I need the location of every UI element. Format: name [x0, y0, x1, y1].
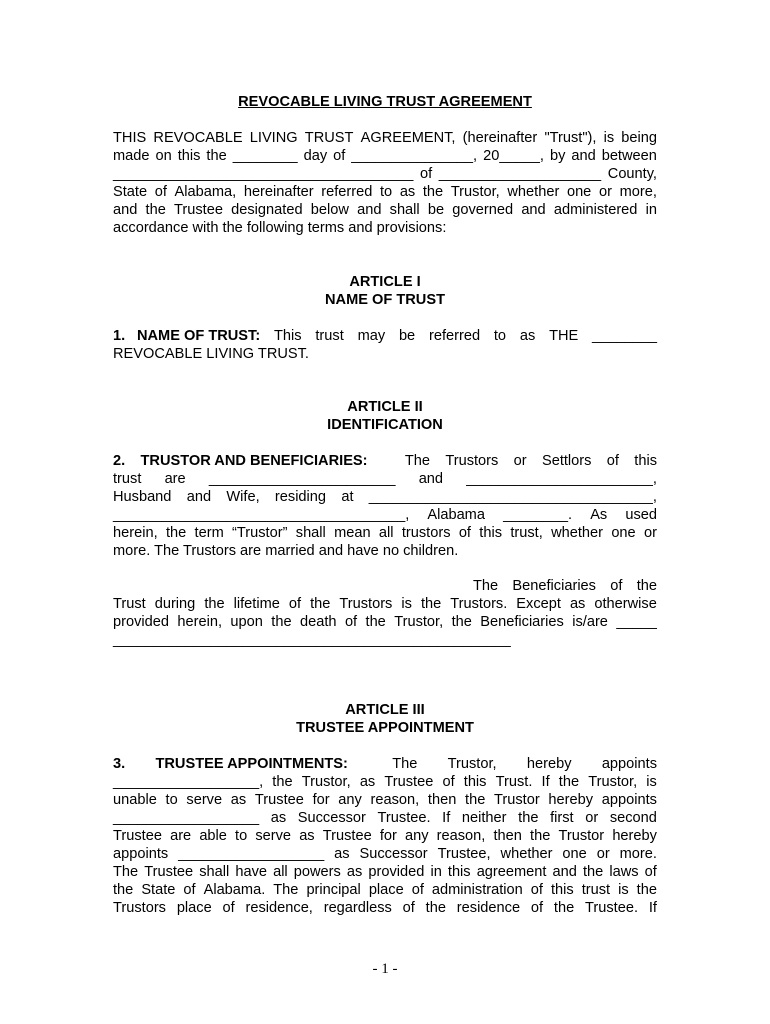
word: hereby: [548, 792, 594, 808]
word: Trustee: [322, 828, 372, 844]
word: as: [270, 810, 287, 826]
word: __________________: [113, 810, 260, 826]
word: of: [530, 900, 544, 916]
word: are: [164, 471, 186, 487]
word: and: [113, 202, 138, 218]
word: Husband: [113, 489, 172, 505]
article-1-name: NAME OF TRUST: [325, 292, 445, 308]
section-3-line: [113, 863, 657, 881]
word: or: [513, 453, 527, 469]
word: more.: [619, 846, 657, 862]
word: the: [465, 792, 486, 808]
word: agreement: [476, 864, 547, 880]
word: administration: [431, 882, 523, 898]
word: The: [404, 453, 431, 469]
word: Successor: [359, 846, 428, 862]
word: referred: [321, 184, 373, 200]
word: of: [606, 453, 619, 469]
section-2-line: [113, 452, 657, 470]
word: The: [473, 578, 499, 594]
word: this: [447, 864, 471, 880]
word: REVOCABLE: [153, 130, 243, 146]
word: and: [418, 471, 444, 487]
section-2-paragraph: [113, 452, 657, 560]
word: on: [155, 148, 172, 164]
section-2-line: [113, 470, 657, 488]
word: the: [636, 578, 657, 594]
word: Trustors: [339, 596, 393, 612]
word: during: [154, 596, 196, 612]
word: shall: [389, 202, 420, 218]
word: of: [288, 596, 302, 612]
word: the: [271, 614, 292, 630]
word: Beneficiaries: [512, 578, 596, 594]
word: ________.: [503, 507, 573, 523]
word: THIS: [113, 130, 147, 146]
word: ____________________________________,: [113, 507, 410, 523]
intro-line: [113, 183, 657, 201]
word: powers: [293, 864, 341, 880]
section-1-number: 1.: [113, 328, 126, 344]
word: trustors: [401, 525, 451, 541]
word: ________: [232, 148, 298, 164]
word: are: [170, 828, 192, 844]
word: Trustor,: [301, 774, 351, 790]
word: second: [609, 810, 657, 826]
word: the: [420, 596, 442, 612]
word: herein,: [177, 614, 223, 630]
word: first: [550, 810, 574, 826]
word: to: [165, 792, 178, 808]
word: principal: [306, 882, 361, 898]
word: this: [177, 148, 201, 164]
word: or: [585, 810, 599, 826]
word: Trustor,: [450, 184, 500, 200]
word: the: [206, 148, 227, 164]
section-3-line: [113, 827, 657, 845]
word: of: [333, 148, 346, 164]
word: ________: [592, 328, 657, 344]
word: term: [194, 525, 224, 541]
word: whether: [551, 525, 603, 541]
word: Alabama: [427, 507, 485, 523]
word: residing: [274, 489, 327, 505]
word: to: [235, 828, 248, 844]
word: is: [603, 130, 615, 146]
word: be: [398, 328, 416, 344]
word: death: [300, 614, 337, 630]
word: of: [458, 525, 471, 541]
word: used: [625, 507, 657, 523]
word: designated: [231, 202, 303, 218]
intro-line: accordance with the following terms and provisions:: [113, 220, 447, 236]
word: the: [165, 525, 187, 541]
word: as: [346, 864, 363, 880]
section-3-line: [113, 755, 657, 773]
word: the: [558, 774, 580, 790]
word: Trustee: [144, 864, 194, 880]
word: for: [379, 828, 397, 844]
word: place: [176, 900, 212, 916]
word: is: [401, 596, 412, 612]
word: appoints: [113, 846, 169, 862]
word: by: [549, 148, 566, 164]
word: _____: [616, 614, 657, 630]
beneficiaries-line: [113, 595, 657, 613]
word: herein,: [113, 525, 158, 541]
word: If: [648, 900, 657, 916]
section-3-number: 3.: [113, 756, 126, 772]
word: State: [113, 184, 148, 200]
word: Trustee: [384, 774, 434, 790]
word: is: [646, 774, 657, 790]
word: __________________,: [113, 774, 264, 790]
word: of: [183, 882, 196, 898]
word: of: [344, 614, 358, 630]
word: as: [359, 774, 376, 790]
word: Successor: [297, 810, 366, 826]
word: place: [368, 882, 404, 898]
word: the: [310, 596, 331, 612]
word: and: [552, 864, 577, 880]
document-title: REVOCABLE LIVING TRUST AGREEMENT: [238, 94, 532, 110]
word: governed: [452, 202, 514, 218]
word: trust: [581, 882, 611, 898]
word: or: [598, 184, 612, 200]
word: and: [357, 202, 382, 218]
section-3-line: [113, 791, 657, 809]
word: the: [145, 202, 166, 218]
section-3-title: TRUSTEE APPOINTMENTS:: [155, 756, 348, 772]
section-3-line: [113, 881, 657, 899]
word: as: [399, 184, 416, 200]
word: this: [479, 525, 503, 541]
word: the: [422, 184, 444, 200]
word: The: [113, 864, 139, 880]
article-3-number: ARTICLE III: [345, 702, 425, 718]
word: all: [378, 525, 394, 541]
word: all: [273, 864, 288, 880]
word: regardless: [323, 900, 392, 916]
word: Beneficiaries: [480, 614, 564, 630]
beneficiaries-line: [113, 577, 657, 595]
word: the: [272, 774, 293, 790]
beneficiaries-line: [113, 613, 657, 631]
word: referred: [428, 328, 481, 344]
word: of: [442, 774, 455, 790]
word: ____________________: [438, 166, 602, 182]
word: lifetime: [233, 596, 280, 612]
word: in: [430, 864, 442, 880]
word: TRUST: [304, 130, 354, 146]
word: one: [566, 184, 592, 200]
word: in: [645, 202, 657, 218]
word: trust: [113, 471, 142, 487]
word: unable: [113, 792, 157, 808]
word: Alabama,: [174, 184, 237, 200]
page-number: - 1 -: [372, 961, 398, 977]
word: any: [405, 828, 429, 844]
word: 20_____,: [483, 148, 544, 164]
word: the: [113, 882, 134, 898]
word: the: [636, 882, 657, 898]
word: this: [634, 453, 657, 469]
word: mean: [334, 525, 371, 541]
word: of: [402, 900, 415, 916]
word: Alabama.: [203, 882, 266, 898]
word: _____________________________________: [113, 166, 414, 182]
word: between: [601, 148, 657, 164]
word: is/are: [572, 614, 608, 630]
word: the: [425, 900, 446, 916]
word: The: [392, 756, 418, 772]
word: serve: [255, 828, 292, 844]
section-2-line: [113, 506, 657, 524]
word: LIVING: [249, 130, 298, 146]
word: and: [571, 148, 596, 164]
word: as: [334, 846, 350, 862]
word: then: [427, 792, 457, 808]
word: Trustee: [174, 202, 223, 218]
word: of: [610, 578, 623, 594]
word: County,: [607, 166, 657, 182]
section-3-line: [113, 809, 657, 827]
word: Trustor,: [588, 774, 638, 790]
word: below: [310, 202, 349, 218]
section-3-line: [113, 899, 657, 917]
word: appoints: [601, 756, 657, 772]
word: being: [621, 130, 657, 146]
word: the: [365, 614, 386, 630]
intro-line: [113, 201, 657, 219]
section-1-line: [113, 327, 657, 345]
word: This: [274, 328, 302, 344]
word: one: [611, 525, 636, 541]
word: provided: [368, 864, 425, 880]
word: day: [303, 148, 328, 164]
word: reason,: [436, 828, 486, 844]
word: of: [530, 882, 543, 898]
section-2-line: [113, 524, 657, 542]
word: residence: [456, 900, 521, 916]
word: residence,: [245, 900, 313, 916]
word: any: [338, 792, 362, 808]
word: As: [590, 507, 608, 523]
word: hereinafter: [243, 184, 314, 200]
word: this: [550, 882, 574, 898]
word: Trustor: [494, 792, 540, 808]
word: “Trustor”: [232, 525, 288, 541]
word: Trustee.: [377, 810, 431, 826]
word: as: [519, 328, 536, 344]
word: hereby: [612, 828, 657, 844]
word: is: [618, 882, 629, 898]
section-1-paragraph: [113, 327, 657, 363]
word: shall: [295, 525, 326, 541]
word: the: [582, 864, 604, 880]
word: be: [427, 202, 445, 218]
word: Trustee: [254, 792, 304, 808]
word: the: [204, 596, 225, 612]
word: (hereinafter: [462, 130, 538, 146]
word: able: [199, 828, 227, 844]
intro-line: [113, 165, 657, 183]
word: AGREEMENT,: [360, 130, 456, 146]
intro-line: [113, 129, 657, 147]
word: to: [493, 328, 507, 344]
word: Trustee.: [585, 900, 639, 916]
word: of: [222, 900, 235, 916]
word: as: [299, 828, 315, 844]
word: _______________,: [351, 148, 478, 164]
section-3-paragraph: [113, 755, 657, 917]
section-2-line: more. The Trustors are married and have no children.: [113, 543, 459, 559]
word: Except: [516, 596, 561, 612]
word: administered: [553, 202, 638, 218]
word: to: [380, 184, 393, 200]
word: of: [154, 184, 167, 200]
word: shall: [199, 864, 230, 880]
word: of: [419, 166, 433, 182]
word: Trust.: [495, 774, 533, 790]
word: at: [341, 489, 354, 505]
article-2-number: ARTICLE II: [347, 399, 423, 415]
word: serve: [186, 792, 223, 808]
word: this: [463, 774, 487, 790]
word: laws: [609, 864, 639, 880]
word: Trustor,: [394, 614, 444, 630]
word: as: [230, 792, 247, 808]
word: hereby: [526, 756, 572, 772]
section-1-title: NAME OF TRUST:: [136, 328, 261, 344]
word: whether: [507, 184, 560, 200]
word: Trustors: [113, 900, 166, 916]
word: Trustor,: [447, 756, 497, 772]
word: the: [530, 828, 551, 844]
section-2-title: TRUSTOR AND BENEFICIARIES:: [140, 453, 368, 469]
word: neither: [461, 810, 507, 826]
word: reason,: [370, 792, 420, 808]
word: THE: [549, 328, 579, 344]
word: Trustee,: [437, 846, 491, 862]
word: trust,: [510, 525, 543, 541]
intro-paragraph: [113, 129, 657, 237]
word: The: [273, 882, 299, 898]
section-3-line: [113, 845, 657, 863]
word: provided: [113, 614, 169, 630]
word: and: [521, 202, 546, 218]
word: appoints: [601, 792, 657, 808]
word: Trustors: [445, 453, 499, 469]
section-3-line: [113, 773, 657, 791]
word: _______________________,: [466, 471, 657, 487]
intro-line: [113, 147, 657, 165]
word: for: [312, 792, 330, 808]
word: Settlors: [541, 453, 592, 469]
article-2-name: IDENTIFICATION: [327, 417, 443, 433]
word: __________________: [178, 846, 325, 862]
word: Trustee: [113, 828, 162, 844]
word: of: [644, 864, 657, 880]
beneficiaries-line: _________________________________________________: [113, 632, 511, 648]
word: State: [141, 882, 176, 898]
article-1-number: ARTICLE I: [349, 274, 421, 290]
word: Trustors.: [450, 596, 508, 612]
word: upon: [230, 614, 263, 630]
word: Trust: [113, 596, 146, 612]
word: the: [518, 810, 539, 826]
word: more,: [619, 184, 657, 200]
word: or: [643, 525, 657, 541]
word: "Trust"),: [544, 130, 597, 146]
word: of: [411, 882, 424, 898]
word: If: [442, 810, 451, 826]
word: _______________________: [208, 471, 396, 487]
word: have: [235, 864, 267, 880]
word: and: [186, 489, 212, 505]
section-2-line: [113, 488, 657, 506]
word: whether: [500, 846, 553, 862]
word: the: [451, 614, 472, 630]
word: Wife,: [226, 489, 260, 505]
word: made: [113, 148, 150, 164]
word: may: [357, 328, 386, 344]
section-2-number: 2.: [113, 453, 126, 469]
word: or: [596, 846, 610, 862]
word: the: [553, 900, 575, 916]
word: then: [493, 828, 522, 844]
word: Trustor: [558, 828, 605, 844]
word: trust: [315, 328, 344, 344]
word: If: [541, 774, 550, 790]
beneficiaries-paragraph: [113, 577, 657, 649]
word: as: [569, 596, 586, 612]
word: one: [562, 846, 587, 862]
section-1-line: REVOCABLE LIVING TRUST.: [113, 346, 309, 362]
article-3-name: TRUSTEE APPOINTMENT: [296, 720, 474, 736]
word: otherwise: [594, 596, 657, 612]
word: ___________________________________,: [368, 489, 657, 505]
